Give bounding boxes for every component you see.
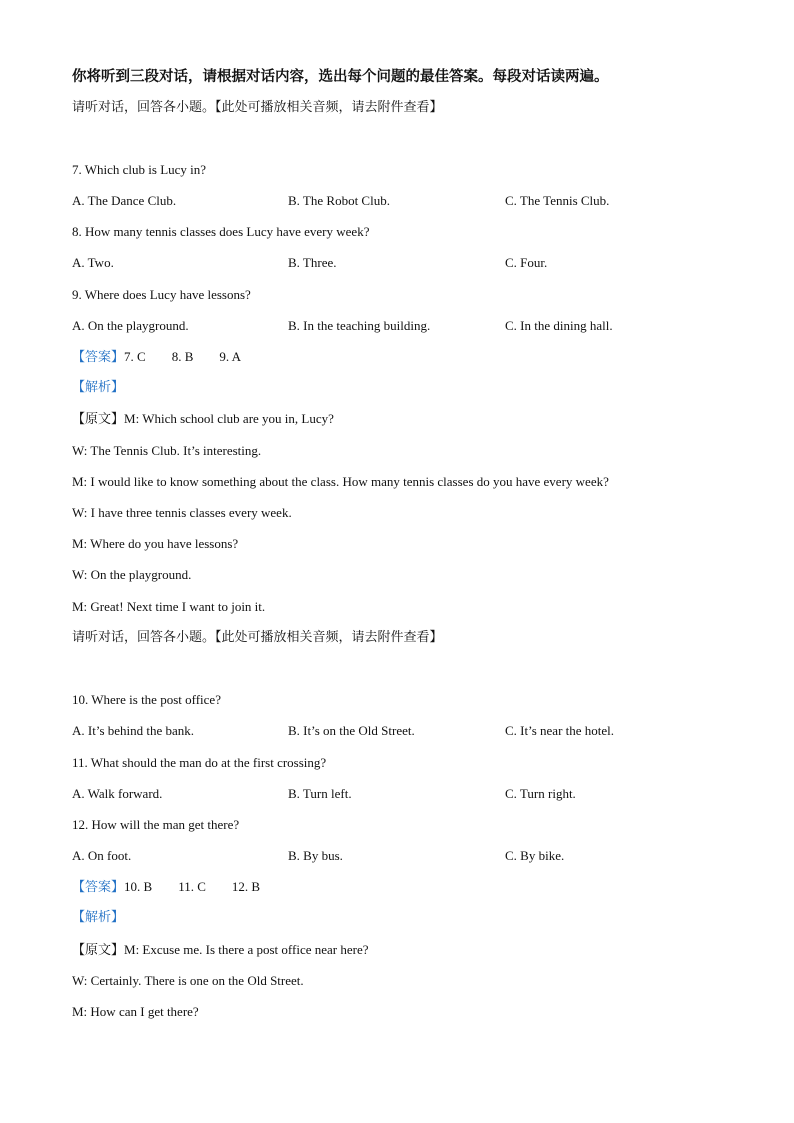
answer-line <box>72 349 241 366</box>
analysis-label: 【解析】 <box>72 910 125 925</box>
transcript-line: W: Certainly. There is one on the Old Street. <box>72 973 304 988</box>
option-c: C. Turn right. <box>505 786 576 801</box>
option-b: B. By bus. <box>288 848 343 863</box>
option-a: A. The Dance Club. <box>72 193 177 208</box>
option-b: B. The Robot Club. <box>288 193 390 208</box>
transcript-line: M: Great! Next time I want to join it. <box>72 599 266 614</box>
answer-label: 【答案】 <box>72 880 125 895</box>
option-a: A. On foot. <box>72 848 132 863</box>
transcript-text: M: Which school club are you in, Lucy? <box>124 411 334 426</box>
answer-label: 【答案】 <box>72 350 125 365</box>
option-c: C. Four. <box>505 255 548 270</box>
option-c: C. It’s near the hotel. <box>505 723 615 738</box>
transcript-text: M: Excuse me. Is there a post office near here? <box>124 942 369 957</box>
option-c: C. The Tennis Club. <box>505 193 610 208</box>
transcript-line <box>72 411 334 428</box>
answer-item: 10. B <box>124 879 153 894</box>
question-8: 8. How many tennis classes does Lucy have every week? <box>72 224 370 239</box>
question-11: 11. What should the man do at the first crossing? <box>72 755 327 770</box>
transcript-line <box>72 942 369 959</box>
answer-item: 9. A <box>219 349 242 364</box>
transcript-line: W: On the playground. <box>72 567 192 582</box>
transcript-label: 【原文】 <box>72 943 125 958</box>
question-7: 7. Which club is Lucy in? <box>72 162 207 177</box>
transcript-line: M: I would like to know something about the class. How many tennis classes do you have every week? <box>72 474 609 489</box>
section-prompt: 请听对话，回答各小题。【此处可播放相关音频，请去附件查看】 <box>72 630 443 645</box>
option-a: A. Walk forward. <box>72 786 163 801</box>
transcript-label: 【原文】 <box>72 412 125 427</box>
transcript-line: W: I have three tennis classes every week. <box>72 505 292 520</box>
option-b: B. Turn left. <box>288 786 352 801</box>
option-a: A. On the playground. <box>72 318 189 333</box>
transcript-line: M: Where do you have lessons? <box>72 536 239 551</box>
option-a: A. It’s behind the bank. <box>72 723 195 738</box>
answer-item: 8. B <box>171 349 194 364</box>
option-b: B. It’s on the Old Street. <box>288 723 415 738</box>
answer-item: 7. C <box>124 349 146 364</box>
option-a: A. Two. <box>72 255 114 270</box>
option-c: C. In the dining hall. <box>505 318 613 333</box>
question-9: 9. Where does Lucy have lessons? <box>72 287 251 302</box>
transcript-line: W: The Tennis Club. It’s interesting. <box>72 443 262 458</box>
answer-item: 12. B <box>231 879 261 894</box>
answer-line <box>72 879 260 896</box>
answer-item: 11. C <box>178 879 206 894</box>
question-10: 10. Where is the post office? <box>72 692 221 707</box>
option-b: B. Three. <box>288 255 337 270</box>
option-c: C. By bike. <box>505 848 565 863</box>
option-b: B. In the teaching building. <box>288 318 431 333</box>
transcript-line: M: How can I get there? <box>72 1004 199 1019</box>
section-prompt: 请听对话，回答各小题。【此处可播放相关音频，请去附件查看】 <box>72 100 443 115</box>
question-12: 12. How will the man get there? <box>72 817 240 832</box>
instruction-heading: 你将听到三段对话，请根据对话内容，选出每个问题的最佳答案。每段对话读两遍。 <box>72 69 609 85</box>
analysis-label: 【解析】 <box>72 380 125 395</box>
